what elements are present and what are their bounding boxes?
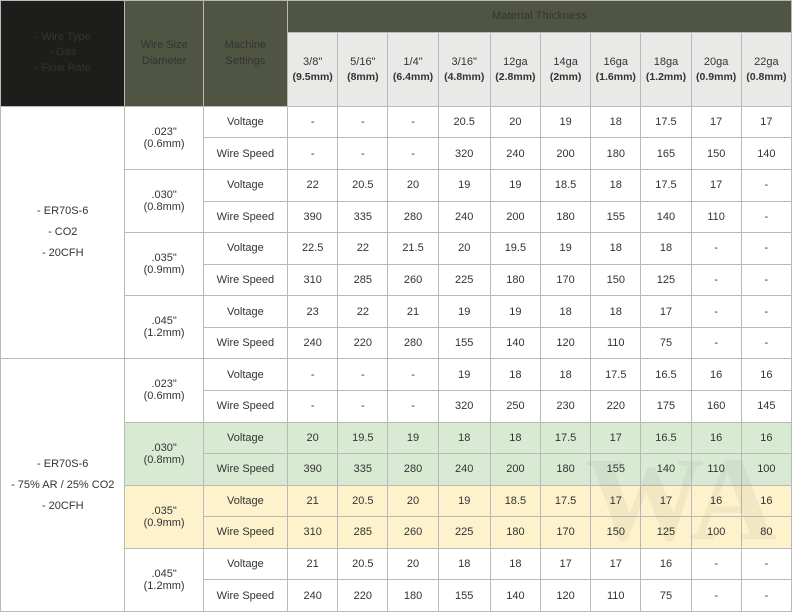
machine-setting-cell: Wire Speed — [203, 517, 287, 549]
value-cell: 170 — [541, 517, 591, 549]
value-cell: 160 — [691, 390, 741, 422]
table-row — [1, 359, 792, 391]
value-cell: 20.5 — [438, 106, 490, 138]
value-cell: 310 — [288, 264, 338, 296]
wire-size-inch: .035" — [151, 504, 177, 517]
value-cell: 280 — [388, 327, 438, 359]
wire-size-metric: (0.6mm) — [143, 390, 185, 403]
value-cell: 335 — [338, 201, 388, 233]
section-label — [1, 359, 125, 612]
value-cell: 175 — [641, 390, 691, 422]
value-cell: - — [741, 264, 791, 296]
value-cell: 150 — [591, 264, 641, 296]
wire-size-header: Wire Size Diameter — [125, 1, 203, 107]
legend-header — [1, 1, 125, 107]
value-cell: 16 — [741, 422, 791, 454]
thickness-size: 3/16" — [451, 55, 477, 68]
value-cell: 21 — [288, 548, 338, 580]
thickness-column-header — [388, 32, 438, 106]
wire-size-inch: .045" — [151, 567, 177, 580]
machine-setting-cell: Voltage — [203, 106, 287, 138]
section-label-line: - 20CFH — [41, 247, 84, 260]
value-cell: 19 — [438, 359, 490, 391]
machine-setting-cell: Wire Speed — [203, 327, 287, 359]
value-cell: 125 — [641, 517, 691, 549]
value-cell: 145 — [741, 390, 791, 422]
value-cell: - — [691, 296, 741, 328]
value-cell: 225 — [438, 517, 490, 549]
legend-line: - Gas — [49, 46, 77, 59]
value-cell: 17.5 — [641, 106, 691, 138]
value-cell: 320 — [438, 138, 490, 170]
value-cell: 16 — [641, 548, 691, 580]
value-cell: 260 — [388, 264, 438, 296]
value-cell: 18.5 — [490, 485, 540, 517]
thickness-size: 14ga — [553, 55, 578, 68]
value-cell: - — [338, 359, 388, 391]
wire-size-metric: (0.9mm) — [143, 516, 185, 529]
value-cell: 18 — [641, 233, 691, 265]
value-cell: 230 — [541, 390, 591, 422]
wire-size-metric: (0.9mm) — [143, 264, 185, 277]
value-cell: - — [691, 580, 741, 612]
value-cell: 180 — [591, 138, 641, 170]
wire-size-inch: .023" — [151, 125, 177, 138]
thickness-size: 1/4" — [403, 55, 423, 68]
thickness-size: 16ga — [603, 55, 629, 68]
legend-line: - Wire Type — [34, 30, 91, 43]
machine-setting-cell: Voltage — [203, 170, 287, 202]
thickness-size: 18ga — [653, 55, 679, 68]
wire-size-metric: (0.8mm) — [143, 453, 185, 466]
value-cell: 200 — [490, 201, 540, 233]
value-cell: 23 — [288, 296, 338, 328]
value-cell: 220 — [338, 327, 388, 359]
wire-size-inch: .045" — [151, 315, 177, 328]
value-cell: 280 — [388, 201, 438, 233]
thickness-metric: (0.9mm) — [696, 70, 737, 83]
wire-size-cell — [125, 422, 203, 485]
value-cell: 120 — [541, 327, 591, 359]
value-cell: 17 — [641, 485, 691, 517]
value-cell: 22 — [338, 233, 388, 265]
value-cell: - — [741, 580, 791, 612]
machine-setting-cell: Voltage — [203, 548, 287, 580]
section-label-line: - CO2 — [48, 226, 78, 239]
legend-line: - Flow Rate — [34, 62, 91, 75]
wire-size-cell — [125, 170, 203, 233]
value-cell: - — [288, 359, 338, 391]
machine-setting-cell: Voltage — [203, 296, 287, 328]
thickness-metric: (4.8mm) — [444, 70, 485, 83]
value-cell: 17 — [691, 106, 741, 138]
value-cell: 240 — [288, 327, 338, 359]
thickness-column-header — [438, 32, 490, 106]
value-cell: - — [741, 170, 791, 202]
thickness-metric: (1.6mm) — [595, 70, 636, 83]
section-label-line: - ER70S-6 — [37, 457, 89, 470]
machine-settings-header: Machine Settings — [203, 1, 287, 107]
value-cell: 150 — [691, 138, 741, 170]
value-cell: 18 — [591, 106, 641, 138]
value-cell: 155 — [438, 327, 490, 359]
thickness-column-header — [741, 32, 791, 106]
value-cell: 20 — [438, 233, 490, 265]
thickness-metric: (6.4mm) — [392, 70, 434, 83]
value-cell: 16 — [691, 422, 741, 454]
value-cell: - — [388, 359, 438, 391]
value-cell: - — [288, 106, 338, 138]
section-label-line: - 75% AR / 25% CO2 — [11, 478, 115, 491]
thickness-size: 5/16" — [350, 55, 376, 68]
value-cell: 100 — [741, 454, 791, 486]
value-cell: 200 — [541, 138, 591, 170]
value-cell: 150 — [591, 517, 641, 549]
value-cell: 390 — [288, 201, 338, 233]
value-cell: 120 — [541, 580, 591, 612]
value-cell: 240 — [438, 201, 490, 233]
value-cell: 17 — [591, 548, 641, 580]
wire-size-metric: (1.2mm) — [143, 579, 185, 592]
thickness-column-header — [288, 32, 338, 106]
machine-setting-cell: Wire Speed — [203, 264, 287, 296]
thickness-size: 12ga — [503, 55, 528, 68]
machine-setting-cell: Voltage — [203, 422, 287, 454]
value-cell: 19 — [438, 485, 490, 517]
value-cell: - — [741, 233, 791, 265]
value-cell: 140 — [741, 138, 791, 170]
value-cell: 16.5 — [641, 359, 691, 391]
thickness-metric: (0.8mm) — [746, 70, 787, 83]
machine-setting-cell: Wire Speed — [203, 201, 287, 233]
value-cell: 155 — [591, 201, 641, 233]
value-cell: 180 — [541, 201, 591, 233]
value-cell: - — [338, 106, 388, 138]
wire-size-metric: (0.6mm) — [143, 137, 185, 150]
value-cell: 18 — [591, 170, 641, 202]
value-cell: 16 — [691, 485, 741, 517]
value-cell: 22 — [338, 296, 388, 328]
value-cell: 18 — [490, 548, 540, 580]
value-cell: 17 — [741, 106, 791, 138]
thickness-size: 22ga — [754, 55, 779, 68]
value-cell: 18 — [438, 422, 490, 454]
value-cell: 18 — [490, 359, 540, 391]
value-cell: 110 — [591, 327, 641, 359]
wire-size-cell — [125, 485, 203, 548]
value-cell: 140 — [641, 454, 691, 486]
wire-size-inch: .035" — [151, 252, 177, 265]
thickness-column-header — [490, 32, 540, 106]
value-cell: - — [691, 327, 741, 359]
machine-setting-cell: Wire Speed — [203, 580, 287, 612]
value-cell: - — [388, 138, 438, 170]
value-cell: 22 — [288, 170, 338, 202]
value-cell: 20 — [388, 548, 438, 580]
value-cell: 18 — [541, 359, 591, 391]
value-cell: 155 — [591, 454, 641, 486]
value-cell: 285 — [338, 517, 388, 549]
value-cell: 19 — [490, 170, 540, 202]
value-cell: 20.5 — [338, 548, 388, 580]
value-cell: 20 — [490, 106, 540, 138]
value-cell: 75 — [641, 327, 691, 359]
value-cell: 20 — [388, 170, 438, 202]
value-cell: 17.5 — [541, 485, 591, 517]
value-cell: - — [691, 548, 741, 580]
value-cell: 100 — [691, 517, 741, 549]
value-cell: 22.5 — [288, 233, 338, 265]
value-cell: 19 — [541, 233, 591, 265]
value-cell: 18 — [438, 548, 490, 580]
value-cell: 19.5 — [490, 233, 540, 265]
table-row — [1, 106, 792, 138]
thickness-column-header — [691, 32, 741, 106]
value-cell: 310 — [288, 517, 338, 549]
value-cell: 17.5 — [641, 170, 691, 202]
thickness-size: 20ga — [703, 55, 729, 68]
value-cell: - — [388, 106, 438, 138]
value-cell: 250 — [490, 390, 540, 422]
value-cell: 21.5 — [388, 233, 438, 265]
value-cell: 19 — [438, 170, 490, 202]
value-cell: - — [691, 264, 741, 296]
value-cell: 140 — [490, 580, 540, 612]
value-cell: 140 — [490, 327, 540, 359]
thickness-column-header — [641, 32, 691, 106]
value-cell: 17 — [591, 485, 641, 517]
value-cell: 125 — [641, 264, 691, 296]
value-cell: 19 — [490, 296, 540, 328]
value-cell: 110 — [691, 201, 741, 233]
machine-setting-cell: Voltage — [203, 485, 287, 517]
value-cell: - — [338, 390, 388, 422]
thickness-column-header — [541, 32, 591, 106]
wire-size-cell — [125, 296, 203, 359]
value-cell: 240 — [288, 580, 338, 612]
value-cell: 18.5 — [541, 170, 591, 202]
value-cell: - — [691, 233, 741, 265]
value-cell: 17.5 — [591, 359, 641, 391]
value-cell: 17.5 — [541, 422, 591, 454]
value-cell: 20 — [288, 422, 338, 454]
value-cell: 19 — [388, 422, 438, 454]
thickness-column-header — [338, 32, 388, 106]
value-cell: 180 — [541, 454, 591, 486]
value-cell: 18 — [541, 296, 591, 328]
value-cell: 180 — [388, 580, 438, 612]
value-cell: 110 — [691, 454, 741, 486]
thickness-metric: (8mm) — [347, 70, 379, 83]
value-cell: 220 — [338, 580, 388, 612]
value-cell: - — [338, 138, 388, 170]
value-cell: 18 — [490, 422, 540, 454]
wire-size-metric: (0.8mm) — [143, 201, 185, 214]
value-cell: 20.5 — [338, 170, 388, 202]
value-cell: 16 — [741, 485, 791, 517]
value-cell: 180 — [490, 264, 540, 296]
machine-setting-cell: Wire Speed — [203, 390, 287, 422]
value-cell: - — [288, 390, 338, 422]
value-cell: 75 — [641, 580, 691, 612]
section-label — [1, 106, 125, 359]
value-cell: 17 — [691, 170, 741, 202]
value-cell: - — [741, 296, 791, 328]
value-cell: 110 — [591, 580, 641, 612]
value-cell: 165 — [641, 138, 691, 170]
value-cell: 200 — [490, 454, 540, 486]
value-cell: 240 — [490, 138, 540, 170]
value-cell: 180 — [490, 517, 540, 549]
section-label-line: - ER70S-6 — [37, 205, 89, 218]
value-cell: 18 — [591, 233, 641, 265]
value-cell: 19 — [541, 106, 591, 138]
machine-setting-cell: Wire Speed — [203, 138, 287, 170]
value-cell: 17 — [541, 548, 591, 580]
value-cell: 240 — [438, 454, 490, 486]
wire-size-metric: (1.2mm) — [143, 327, 185, 340]
wire-size-cell — [125, 233, 203, 296]
value-cell: 18 — [591, 296, 641, 328]
section-label-line: - 20CFH — [41, 499, 84, 512]
value-cell: 225 — [438, 264, 490, 296]
value-cell: - — [741, 327, 791, 359]
wire-size-inch: .023" — [151, 378, 177, 391]
material-thickness-header: Material Thickness — [288, 1, 792, 33]
value-cell: 220 — [591, 390, 641, 422]
value-cell: 17 — [591, 422, 641, 454]
thickness-metric: (1.2mm) — [645, 70, 687, 83]
value-cell: - — [288, 138, 338, 170]
machine-setting-cell: Voltage — [203, 233, 287, 265]
value-cell: 20 — [388, 485, 438, 517]
value-cell: 16 — [691, 359, 741, 391]
value-cell: 19.5 — [338, 422, 388, 454]
wire-size-cell — [125, 359, 203, 422]
value-cell: 260 — [388, 517, 438, 549]
value-cell: - — [741, 548, 791, 580]
wire-size-cell — [125, 106, 203, 169]
value-cell: 140 — [641, 201, 691, 233]
value-cell: 80 — [741, 517, 791, 549]
value-cell: 20.5 — [338, 485, 388, 517]
value-cell: 21 — [288, 485, 338, 517]
value-cell: 155 — [438, 580, 490, 612]
value-cell: 390 — [288, 454, 338, 486]
value-cell: 170 — [541, 264, 591, 296]
thickness-metric: (9.5mm) — [292, 70, 333, 83]
machine-setting-cell: Wire Speed — [203, 454, 287, 486]
value-cell: 16 — [741, 359, 791, 391]
thickness-metric: (2.8mm) — [495, 70, 536, 83]
thickness-size: 3/8" — [303, 55, 323, 68]
header-row-top — [1, 1, 792, 33]
wire-size-inch: .030" — [151, 441, 177, 454]
thickness-column-header — [591, 32, 641, 106]
wire-size-inch: .030" — [151, 189, 177, 202]
value-cell: 16.5 — [641, 422, 691, 454]
value-cell: 19 — [438, 296, 490, 328]
value-cell: 17 — [641, 296, 691, 328]
value-cell: - — [388, 390, 438, 422]
value-cell: - — [741, 201, 791, 233]
value-cell: 335 — [338, 454, 388, 486]
value-cell: 21 — [388, 296, 438, 328]
wire-size-cell — [125, 548, 203, 611]
thickness-metric: (2mm) — [549, 70, 582, 83]
value-cell: 320 — [438, 390, 490, 422]
value-cell: 280 — [388, 454, 438, 486]
machine-setting-cell: Voltage — [203, 359, 287, 391]
value-cell: 285 — [338, 264, 388, 296]
